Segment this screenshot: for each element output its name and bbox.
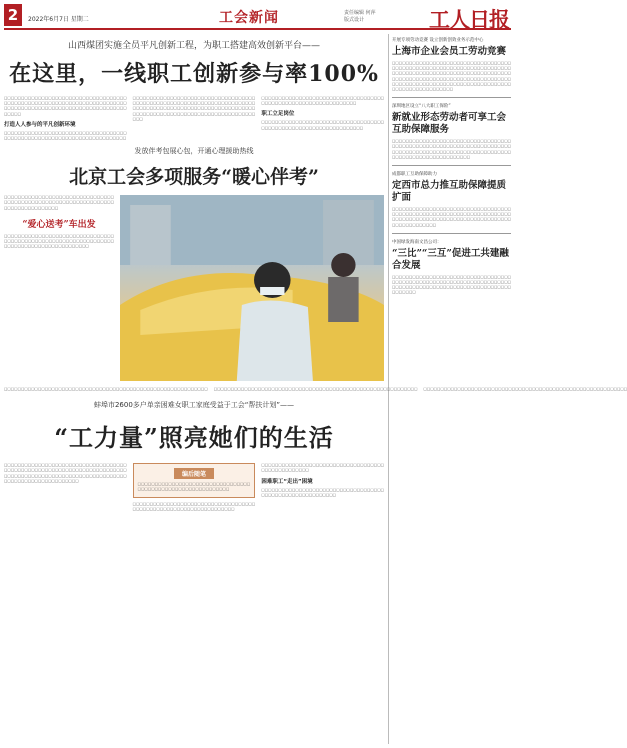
lead-body-col3: □□□□□□□□□□□□□□□□□□□□□□□□□□□□□□□□□□□□□□□□□□□□□□□□□□□□□□□□□□□□□□□□ xyxy=(261,96,385,106)
bottom-kicker: 蚌埠市2600多户单亲困难女职工家庭受益于工会“帮扶计划”—— xyxy=(93,401,295,410)
feature-story: 发放伴考包展心包，开通心理援助热线 北京工会多项服务“暖心伴考” □□□□□□□□□□□□□□□□□□□□□□□□□□□□□□□□□□□□□□□□□□□□□□□□□□□□□□□□□□□□□□□□□□□□□□□□□□□□□□□□ “爱心送考”车出发 □□□□□□□□□□□□□□□□□□□□□□□□□□□□□□□□□□□□□□□□□□□□□□□□□□□□□□□□□□□□□□□□□□□□□□□□□□□□□□□□□□□□□□□□□ □□□□□□□□□□□□□□□□□□□□□□□□□□□□□□□□□□□□□□□□□□□□□□□□□□□□□□□□□□□□ □□□□□□□□□□□□□□□□□□□□□□□□□□□□□□□□□□□□□□□□□□□□□□□□□□□□□□□□□□□□ □□□□□□□□□□□□□□□□□□□□□□□□□□□□□□□□□□□□□□□□□□□□□□□□□□□□□□□□□□□□ xyxy=(4,147,627,392)
bottom-headline: “工力量”照亮她们的生活 xyxy=(54,423,334,453)
right-story-1: 开展专项劳动竞赛 设立创新创效业务示范中心 上海市企业会员工劳动竞赛 □□□□□□□□□□□□□□□□□□□□□□□□□□□□□□□□□□□□□□□□□□□□□□□□□□□□□□□□□□□□□□□□□□□□□□□□□□□□□□□□□□□□□□□□□□□□□□□□□□□□□□□□□□□□□□□□□□□□□□□□□□□□□□□□□□□□□□□□□□□□□□□□□□□□□□□□□□□□□□□□□□□□□□□□□□□□□□□□□□□□□□□□□□□□□□□□□ xyxy=(392,38,511,92)
feature-body-col2: □□□□□□□□□□□□□□□□□□□□□□□□□□□□□□□□□□□□□□□□□□□□□□□□□□□□□□□□□□□□ xyxy=(213,387,418,392)
taxi-driver-photo xyxy=(120,195,384,381)
right-column xyxy=(392,34,511,296)
right-story-4-headline: “三比”“三互”促进工共建融合发展 xyxy=(392,247,509,271)
lead-subhead-2: 职工立足岗位 xyxy=(261,111,295,118)
lead-body-col1: ​□□□□□□□□□□□□□□□□□□□□□□□□□□□□□□□□□□□□□□□□□□□□□□□□□□□□□□□□□□□□□□□□□□□□□□□□□□□□□□□□□□□□□□□□□□□□□□□□□□□□□□□□□□□□□□□□□ xyxy=(4,96,127,116)
newspaper-logo: 工人日报 xyxy=(429,7,509,32)
lead-headline: 在这里，一线职工创新参与率100% xyxy=(9,61,379,87)
masthead xyxy=(4,4,511,30)
bottom-body-col3: □□□□□□□□□□□□□□□□□□□□□□□□□□□□□□□□□□□□□□□□□□□□□□□□□□ xyxy=(261,463,385,473)
right-story-3: 成都职工互助保障助力 定西市总力推互助保障提质扩面 □□□□□□□□□□□□□□□□□□□□□□□□□□□□□□□□□□□□□□□□□□□□□□□□□□□□□□□□□□□□□□□□□□□□□□□□□□□□□□□□□□□□□□□□□□□□□□□□□□□□□□□□□□□□□□□□□□□□□□ xyxy=(392,172,511,227)
lead-story: 山西煤团实施全员平凡创新工程，为职工搭建高效创新平台—— 在这里，一线职工创新参与率100% ​□□□□□□□□□□□□□□□□□□□□□□□□□□□□□□□□□□□□□□□□□□□□□□□□□□□□□□□□□□□□□□□□□□□□□□□□□□□□□□□□□□□□□□□□□□□□□□□□□□□□□□□□□□□□□□□□□ 打造人人参与的平凡创新环境 □□□□□□□□□□□□□□□□□□□□□□□□□□□□□□□□□□□□□□□□□□□□□□□□□□□□□□□□□□□□□□□□□□□□□□□□ □□□□□□□□□□□□□□□□□□□□□□□□□□□□□□□□□□□□□□□□□□□□□□□□□□□□□□□□□□□□□□□□□□□□□□□□□□□□□□□□□□□□□□□□□□□□□□□□□□□□□□□□□□□□□□□□□□□□□□□□□□□□□□□□□□□□□□□□□□□□□□□□□□□ □□□□□□□□□□□□□□□□□□□□□□□□□□□□□□□□□□□□□□□□□□□□□□□□□□□□□□□□□□□□□□□□ 职工立足岗位 □□□□□□□□□□□□□□□□□□□□□□□□□□□□□□□□□□□□□□□□□□□□□□□□□□□□□□□□□□□□□□□□□□ xyxy=(4,38,384,141)
right-story-4: 中国绿发海南文昌公司： “三比”“三互”促进工共建融合发展 □□□□□□□□□□□□□□□□□□□□□□□□□□□□□□□□□□□□□□□□□□□□□□□□□□□□□□□□□□□□□□□□□□□□□□□□□□□□□□□□□□□□□□□□□□□□□□□□□□□□□□□□□□□□□□□□ xyxy=(392,239,511,295)
feature-headline: 北京工会多项服务“暖心伴考” xyxy=(69,166,319,189)
feature-intro: □□□□□□□□□□□□□□□□□□□□□□□□□□□□□□□□□□□□□□□□□□□□□□□□□□□□□□□□□□□□□□□□□□□□□□□□□□□□□□□□ xyxy=(4,195,114,210)
bottom-story: 蚌埠市2600多户单亲困难女职工家庭受益于工会“帮扶计划”—— “工力量”照亮她们的生活 □□□□□□□□□□□□□□□□□□□□□□□□□□□□□□□□□□□□□□□□□□□□□□□□□□□□□□□□□□□□□□□□□□□□□□□□□□□□□□□□□□□□□□□□□□□□□□□□□□□□□□□□□□□□□□□□□□□□□□□□□□□□□□□□□□ 编后随笔 □□□□□□□□□□□□□□□□□□□□□□□□□□□□□□□□□□□□□□□□□□□□□□□□□□□□□□□□□□□□ □□□□□□□□□□□□□□□□□□□□□□□□□□□□□□□□□□□□□□□□□□□□□□□□□□□□□□□□□□□□□□□□□□ □□□□□□□□□□□□□□□□□□□□□□□□□□□□□□□□□□□□□□□□□□□□□□□□□□ 困难职工“走出”困境 □□□□□□□□□□□□□□□□□□□□□□□□□□□□□□□□□□□□□□□□□□□□□□□□□□□□□□□□□□ xyxy=(4,401,385,511)
feature-side-title: “爱心送考”车出发 xyxy=(22,219,96,230)
bottom-subhead: 困难职工“走出”困境 xyxy=(261,478,313,485)
editorial-sidebox: 编后随笔 □□□□□□□□□□□□□□□□□□□□□□□□□□□□□□□□□□□□□□□□□□□□□□□□□□□□□□□□□□□□ xyxy=(133,463,256,497)
feature-body-col3: □□□□□□□□□□□□□□□□□□□□□□□□□□□□□□□□□□□□□□□□□□□□□□□□□□□□□□□□□□□□ xyxy=(423,387,627,392)
right-story-3-headline: 定西市总力推互助保障提质扩面 xyxy=(392,180,507,204)
section-title: 工会新闻 xyxy=(219,10,279,26)
right-story-2: 深圳地区设立“八大职工保险” 新就业形态劳动者可享工会互助保障服务 □□□□□□□□□□□□□□□□□□□□□□□□□□□□□□□□□□□□□□□□□□□□□□□□□□□□□□□□□□□□□□□□□□□□□□□□□□□□□□□□□□□□□□□□□□□□□□□□□□□□□□□□□□□□□□□□□□□□□□□□□□□□□□□□ xyxy=(392,104,511,159)
bottom-body-col1: □□□□□□□□□□□□□□□□□□□□□□□□□□□□□□□□□□□□□□□□□□□□□□□□□□□□□□□□□□□□□□□□□□□□□□□□□□□□□□□□□□□□□□□□□□□□□□□□□□□□□□□□□□□□□□□□□□□□□□□□□□□□□□□□□□ xyxy=(4,463,127,483)
feature-kicker: 发放伴考包展心包，开通心理援助热线 xyxy=(134,147,254,156)
feature-body-col1: □□□□□□□□□□□□□□□□□□□□□□□□□□□□□□□□□□□□□□□□□□□□□□□□□□□□□□□□□□□□ xyxy=(4,387,208,392)
lead-kicker: 山西煤团实施全员平凡创新工程，为职工搭建高效创新平台—— xyxy=(67,41,320,51)
right-story-1-headline: 上海市企业会员工劳动竞赛 xyxy=(392,46,507,57)
page-number: 2 xyxy=(4,4,22,26)
editor-credits: 责任编辑 何萍 版式设计 xyxy=(344,10,376,23)
right-story-2-headline: 新就业形态劳动者可享工会互助保障服务 xyxy=(392,112,507,136)
lead-subhead: 打造人人参与的平凡创新环境 xyxy=(4,121,76,128)
sidebox-title: 编后随笔 xyxy=(174,468,214,479)
photo-illustration xyxy=(120,195,384,381)
issue-date: 2022年6月7日 星期二 xyxy=(28,16,89,23)
lead-body-col2: □□□□□□□□□□□□□□□□□□□□□□□□□□□□□□□□□□□□□□□□□□□□□□□□□□□□□□□□□□□□□□□□□□□□□□□□□□□□□□□□□□□□□□□□□□□□□□□□□□□□□□□□□□□□□□□□□□□□□□□□□□□□□□□□□□□□□□□□□□□□□□□□□□□ xyxy=(132,96,256,121)
